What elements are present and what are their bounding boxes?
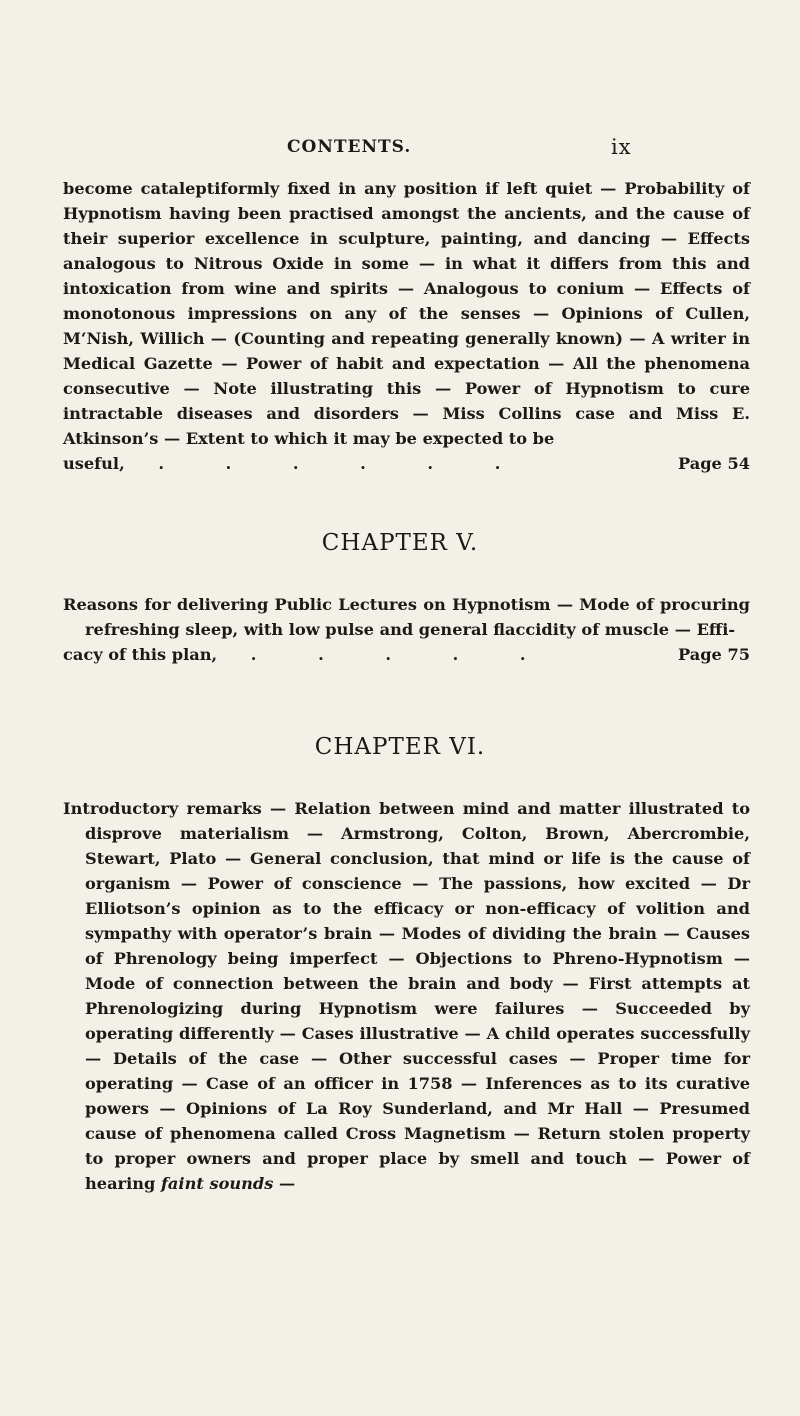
chapter-iv-page-ref: Page 54 <box>677 454 750 473</box>
chapter-iv-summary-text: become cataleptiformly fixed in any position if left quiet — Probability of Hypnotism having been practised amongst the ancients, and the cause of their superior excellence in sculpture, painting, and dancing — Effects analogous to Nitrous Oxide in some — in what it differs from this and intoxication from wine and spirits — Analogous to conium — Effects of monotonous impressions on any of the senses — Opinions of Cullen, M‘Nish, Willich — (Counting and repeating generally known) — A writer in Medical Gazette — Power of habit and expectation — All the phenomena consecutive — Note illustrating this — Power of Hypnotism to cure intractable diseases and disorders — Miss Collins case and Miss E. Atkinson’s — Extent to which it may be expected to be <box>63 179 750 448</box>
chapter-vi-italic-phrase: faint sounds <box>160 1174 274 1193</box>
chapter-v-last-words: cacy of this plan, <box>63 645 218 664</box>
running-head-title: CONTENTS. <box>287 137 412 157</box>
chapter-v-page-ref: Page 75 <box>677 645 750 664</box>
chapter-v-last-line <box>63 642 750 667</box>
chapter-vi-summary <box>63 796 750 1196</box>
chapter-iv-last-words: useful, <box>63 454 125 473</box>
running-head-page-number: ix <box>611 135 632 159</box>
chapter-iv-continued-summary <box>63 176 750 476</box>
chapter-v-leaders: . . . . . <box>250 645 554 664</box>
chapter-iv-last-line <box>63 451 750 476</box>
chapter-vi-end-dash: — <box>273 1174 296 1193</box>
chapter-vi-heading: CHAPTER VI. <box>314 734 486 760</box>
chapter-iv-leaders: . . . . . . <box>158 454 529 473</box>
chapter-vi-summary-text: Introductory remarks — Relation between mind and matter illustrated to disprove materialism — Armstrong, Colton, Brown, Abercrombie, Stewart, Plato — General conclusion, that mind or life is the cause of organism — Power of conscience — The passions, how excited — Dr Elliotson’s opinion as to the efficacy or non-efficacy of volition and sympathy with operator’s brain — Modes of dividing the brain — Causes of Phrenology being imperfect — Objections to Phreno-Hypnotism — Mode of connection between the brain and body — First attempts at Phrenologizing during Hypnotism were failures — Succeeded by operating differently — Cases illustrative — A child operates successfully — Details of the case — Other successful cases — Proper time for operating — Case of an officer in 1758 — Inferences as to its curative powers — Opinions of La Roy Sunderland, and Mr Hall — Presumed cause of phenomena called Cross Magnetism — Return stolen property to proper owners and proper place by smell and touch — Power of hearing <box>63 799 750 1193</box>
chapter-v-heading: CHAPTER V. <box>321 530 479 556</box>
chapter-v-summary <box>63 592 750 667</box>
chapter-v-summary-text: Reasons for delivering Public Lectures on Hypnotism — Mode of procuring refreshing sleep, with low pulse and general flaccidity of muscle — Effi- <box>63 595 750 639</box>
running-head <box>0 137 800 167</box>
